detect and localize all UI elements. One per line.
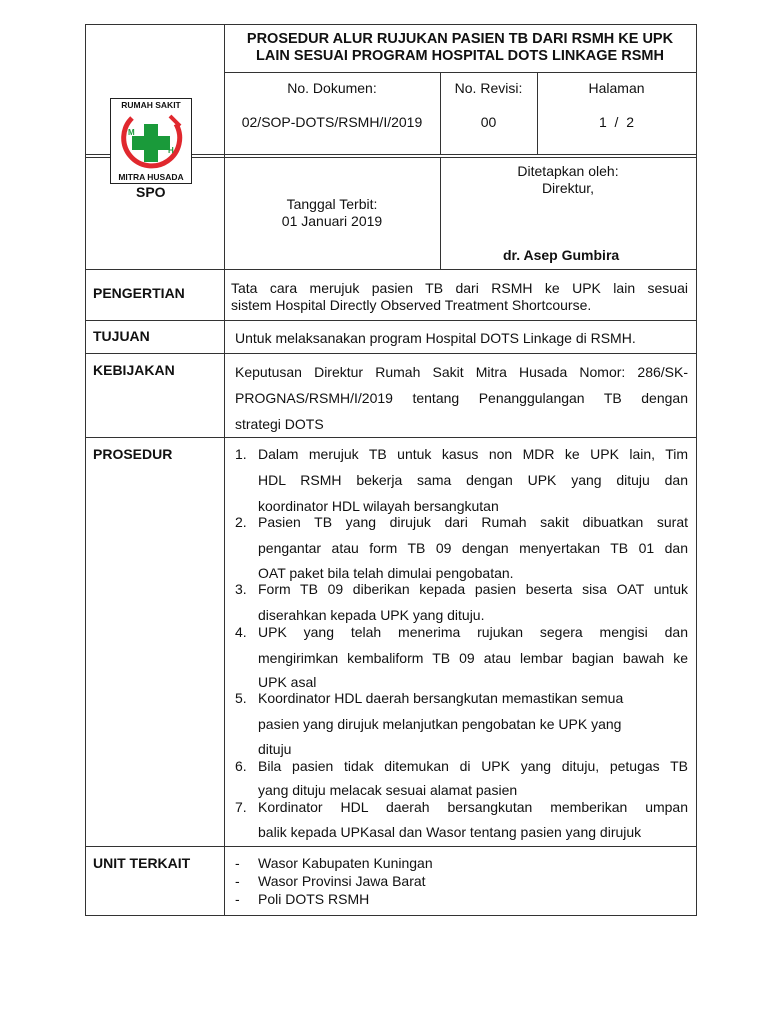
kebijakan-label: KEBIJAKAN (93, 362, 175, 378)
section-divider (85, 353, 696, 354)
logo-letter-m: M (128, 128, 135, 137)
hospital-logo (110, 98, 192, 184)
tujuan-text: Untuk melaksanakan program Hospital DOTS Linkage di RSMH. (235, 330, 636, 346)
prosedur-label: PROSEDUR (93, 446, 173, 462)
procedure-text: pengantar atau form TB 09 dengan menyertakan TB 01 dan (258, 540, 688, 556)
procedure-text: dituju (258, 741, 292, 757)
pengertian-label: PENGERTIAN (93, 285, 185, 301)
spo-label: SPO (136, 184, 166, 200)
set-by-label: Ditetapkan oleh: (517, 163, 619, 179)
procedure-text: Koordinator HDL daerah bersangkutan memastikan semua (258, 690, 624, 706)
procedure-number: 2. (235, 514, 247, 530)
unit-item: Wasor Kabupaten Kuningan (258, 855, 433, 871)
procedure-text: balik kepada UPKasal dan Wasor tentang pasien yang dirujuk (258, 824, 642, 840)
issue-divider (85, 269, 696, 270)
kebijakan-text: PROGNAS/RSMH/I/2019 tentang Penanggulangan TB dengan (235, 390, 688, 406)
director-position: Direktur, (541, 180, 595, 196)
kebijakan-text: strategi DOTS (235, 416, 324, 432)
procedure-text: OAT paket bila telah dimulai pengobatan. (258, 565, 514, 581)
procedure-number: 3. (235, 581, 247, 597)
procedure-text: koordinator HDL wilayah bersangkutan (258, 498, 499, 514)
procedure-number: 5. (235, 690, 247, 706)
doc-number-value: 02/SOP-DOTS/RSMH/I/2019 (241, 114, 423, 130)
procedure-text: Kordinator HDL daerah bersangkutan memberikan umpan (258, 799, 688, 815)
revision-label: No. Revisi: (454, 80, 523, 96)
unit-dash: - (235, 873, 240, 889)
pengertian-text: Tata cara merujuk pasien TB dari RSMH ke UPK lain sesuai (231, 280, 688, 296)
procedure-text: mengirimkan kembaliform TB 09 atau lembar bagian bawah ke (258, 650, 688, 666)
unit-dash: - (235, 855, 240, 871)
title-divider (224, 72, 696, 73)
label-column-divider (224, 24, 225, 916)
procedure-text: UPK asal (258, 674, 317, 690)
procedure-number: 1. (235, 446, 247, 462)
procedure-text: HDL RSMH bekerja sama dengan UPK yang dituju dan (258, 472, 688, 488)
procedure-text: Bila pasien tidak ditemukan di UPK yang dituju, petugas TB (258, 758, 688, 774)
table-border-right (696, 24, 697, 916)
procedure-text: pasien yang dirujuk melanjutkan pengobatan ke UPK yang (258, 716, 622, 732)
procedure-number: 6. (235, 758, 247, 774)
page-value: 1 / 2 (598, 114, 635, 130)
issue-date-value: 01 Januari 2019 (281, 213, 383, 229)
document-title-line2: LAIN SESUAI PROGRAM HOSPITAL DOTS LINKAGE RSMH (256, 48, 664, 64)
document-title-line1: PROSEDUR ALUR RUJUKAN PASIEN TB DARI RSMH KE UPK (246, 31, 674, 47)
director-signatory: dr. Asep Gumbira (503, 247, 620, 263)
logo-letter-h: H (168, 146, 174, 155)
unit-item: Wasor Provinsi Jawa Barat (258, 873, 426, 889)
procedure-text: UPK yang telah menerima rujukan segera mengisi dan (258, 624, 688, 640)
page-label: Halaman (588, 80, 645, 96)
section-divider (85, 846, 696, 847)
issue-date-label: Tanggal Terbit: (286, 196, 378, 212)
pengertian-text: sistem Hospital Directly Observed Treatment Shortcourse. (231, 297, 592, 313)
procedure-text: Pasien TB yang dirujuk dari Rumah sakit dibuatkan surat (258, 514, 688, 530)
procedure-text: diserahkan kepada UPK yang dituju. (258, 607, 485, 623)
table-border-bottom (85, 915, 697, 916)
section-divider (85, 320, 696, 321)
logo-bottom-text: MITRA HUSADA (118, 172, 184, 182)
table-border-top (85, 24, 697, 25)
procedure-text: yang dituju melacak sesuai alamat pasien (258, 782, 518, 798)
logo-top-text: RUMAH SAKIT (121, 100, 181, 110)
procedure-number: 7. (235, 799, 247, 815)
kebijakan-text: Keputusan Direktur Rumah Sakit Mitra Husada Nomor: 286/SK- (235, 364, 688, 380)
tujuan-label: TUJUAN (93, 328, 150, 344)
unit-item: Poli DOTS RSMH (258, 891, 370, 907)
section-divider (85, 437, 696, 438)
unit-dash: - (235, 891, 240, 907)
procedure-number: 4. (235, 624, 247, 640)
unit-terkait-label: UNIT TERKAIT (93, 855, 191, 871)
procedure-text: Dalam merujuk TB untuk kasus non MDR ke UPK lain, Tim (258, 446, 688, 462)
revision-value: 00 (480, 114, 497, 130)
procedure-text: Form TB 09 diberikan kepada pasien beserta sisa OAT untuk (258, 581, 688, 597)
doc-number-label: No. Dokumen: (287, 80, 377, 96)
